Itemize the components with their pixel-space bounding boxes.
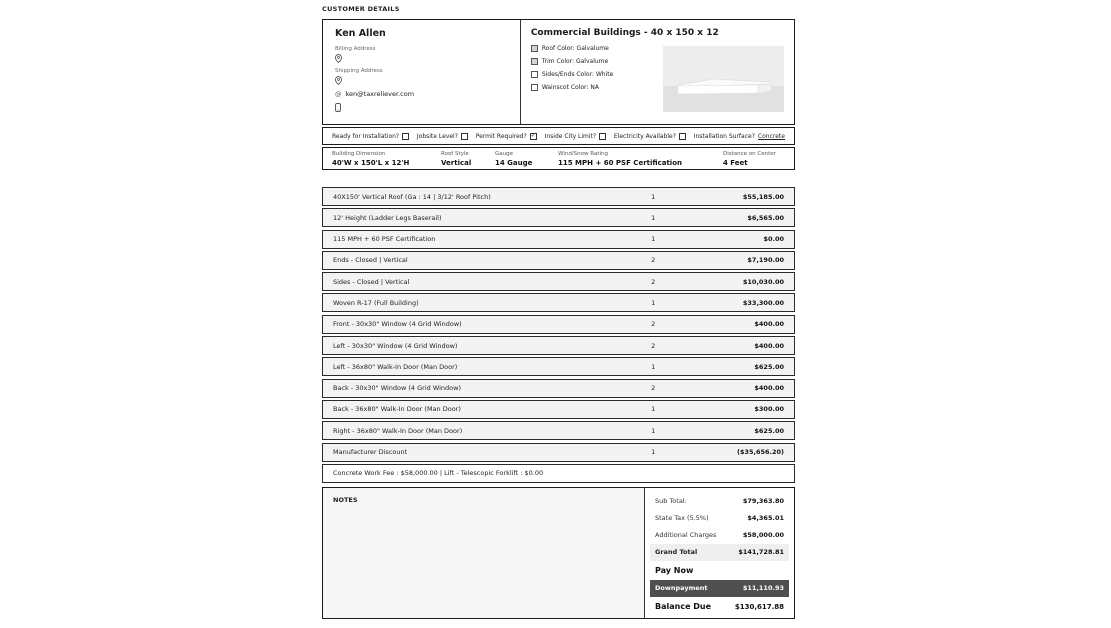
item-amount: ($35,656.20) bbox=[736, 448, 784, 457]
ready-for-installation-checkbox[interactable] bbox=[402, 133, 409, 140]
item-quantity: 2 bbox=[651, 341, 656, 350]
installation-surface-answer[interactable]: Concrete bbox=[757, 132, 785, 140]
question-installation-surface: Installation Surface? Concrete bbox=[693, 132, 785, 140]
item-amount: $625.00 bbox=[754, 362, 784, 371]
building-panel bbox=[521, 20, 794, 124]
inside-city-limit-checkbox[interactable] bbox=[599, 133, 606, 140]
item-description: Left - 36x80" Walk-In Door (Man Door) bbox=[333, 362, 458, 371]
phone-icon bbox=[335, 103, 341, 112]
building-specs-row bbox=[322, 147, 795, 170]
permit-required-checkbox[interactable] bbox=[530, 133, 537, 140]
question-inside-city-limit: Inside City Limit? bbox=[545, 133, 607, 140]
checkmark: ✓ bbox=[530, 132, 536, 139]
customer-panel bbox=[323, 20, 521, 124]
item-description: Manufacturer Discount bbox=[333, 448, 408, 457]
item-description: Ends - Closed | Vertical bbox=[333, 256, 408, 265]
table-row bbox=[322, 187, 795, 206]
sides-color-checkbox[interactable] bbox=[531, 71, 538, 78]
item-description: 40X150' Vertical Roof (Ga : 14 | 3/12' Roof Pitch) bbox=[333, 192, 491, 201]
item-quantity: 1 bbox=[651, 448, 656, 457]
table-row bbox=[322, 208, 795, 227]
item-quantity: 1 bbox=[651, 298, 656, 307]
item-amount: $300.00 bbox=[754, 405, 784, 414]
item-description: Sides - Closed | Vertical bbox=[333, 277, 410, 286]
item-quantity: 1 bbox=[651, 192, 656, 201]
totals-panel bbox=[645, 488, 794, 618]
balance-due-row: Balance Due $130,617.88 bbox=[655, 602, 784, 612]
subtotal-row: Sub Total: $79,363.80 bbox=[655, 497, 784, 506]
item-quantity: 2 bbox=[651, 320, 656, 329]
color-option-sides: Sides/Ends Color: White bbox=[531, 71, 663, 78]
customer-name: Ken Allen bbox=[335, 28, 386, 39]
item-description: 115 MPH + 60 PSF Certification bbox=[333, 235, 436, 244]
table-row bbox=[322, 421, 795, 440]
question-electricity-available: Electricity Available? bbox=[614, 133, 686, 140]
customer-details-box bbox=[322, 19, 795, 125]
table-row bbox=[322, 315, 795, 334]
item-quantity: 1 bbox=[651, 405, 656, 414]
electricity-available-checkbox[interactable] bbox=[679, 133, 686, 140]
line-items-table bbox=[322, 187, 795, 483]
table-row bbox=[322, 230, 795, 249]
roof-color-checkbox[interactable] bbox=[531, 45, 538, 52]
item-description: Back - 30x30" Window (4 Grid Window) bbox=[333, 384, 462, 393]
email-icon: @ bbox=[335, 90, 342, 98]
notes-label: NOTES bbox=[333, 495, 358, 504]
item-amount: $10,030.00 bbox=[742, 277, 784, 286]
item-amount: $33,300.00 bbox=[742, 298, 784, 307]
table-row bbox=[322, 293, 795, 312]
trim-color-checkbox[interactable] bbox=[531, 58, 538, 65]
shipping-address-label: Shipping Address bbox=[335, 68, 383, 74]
location-pin-icon bbox=[335, 76, 342, 85]
item-quantity: 2 bbox=[651, 256, 656, 265]
item-quantity: 2 bbox=[651, 384, 656, 393]
notes-totals-box bbox=[322, 487, 795, 619]
item-amount: $55,185.00 bbox=[742, 192, 784, 201]
table-row bbox=[322, 357, 795, 376]
item-quantity: 1 bbox=[651, 213, 656, 222]
questions-row bbox=[322, 127, 795, 145]
pay-now-heading: Pay Now bbox=[655, 565, 694, 575]
color-option-roof: Roof Color: Galvalume bbox=[531, 45, 663, 52]
state-tax-row: State Tax (5.5%) $4,365.01 bbox=[655, 514, 784, 523]
quote-document bbox=[322, 0, 795, 619]
jobsite-level-checkbox[interactable] bbox=[461, 133, 468, 140]
item-amount: $0.00 bbox=[763, 235, 784, 244]
customer-email: ken@taxreliever.com bbox=[345, 90, 415, 98]
item-description: Right - 36x80" Walk-In Door (Man Door) bbox=[333, 426, 463, 435]
item-description: Woven R-17 (Full Building) bbox=[333, 298, 419, 307]
question-permit-required: Permit Required? ✓ bbox=[475, 132, 536, 140]
spec-gauge: Gauge 14 Gauge bbox=[495, 151, 533, 167]
item-quantity: 2 bbox=[651, 277, 656, 286]
table-row bbox=[322, 400, 795, 419]
item-description: 12' Height (Ladder Legs Baserail) bbox=[333, 213, 442, 222]
table-row bbox=[322, 379, 795, 398]
additional-fees-note: Concrete Work Fee : $58,000.00 | Lift - Telescopic Forklift : $0.00 bbox=[322, 464, 795, 483]
question-jobsite-level: Jobsite Level? bbox=[417, 133, 468, 140]
item-amount: $7,190.00 bbox=[747, 256, 784, 265]
table-row bbox=[322, 336, 795, 355]
item-amount: $400.00 bbox=[754, 341, 784, 350]
grand-total-row: Grand Total $141,728.81 bbox=[650, 544, 789, 561]
table-row bbox=[322, 272, 795, 291]
table-row bbox=[322, 251, 795, 270]
building-title: Commercial Buildings - 40 x 150 x 12 bbox=[530, 28, 719, 38]
table-row bbox=[322, 443, 795, 462]
location-pin-icon bbox=[335, 54, 342, 63]
item-quantity: 1 bbox=[651, 426, 656, 435]
item-description: Front - 30x30" Window (4 Grid Window) bbox=[333, 320, 462, 329]
color-option-trim: Trim Color: Galvalume bbox=[531, 58, 663, 65]
notes-area bbox=[323, 488, 645, 618]
item-amount: $400.00 bbox=[754, 384, 784, 393]
color-option-wainscot: Wainscot Color: NA bbox=[531, 84, 663, 91]
item-description: Back - 36x80" Walk-In Door (Man Door) bbox=[333, 405, 461, 414]
item-amount: $6,565.00 bbox=[747, 213, 784, 222]
spec-distance-on-center: Distance on Center 4 Feet bbox=[723, 151, 776, 167]
item-quantity: 1 bbox=[651, 362, 656, 371]
wainscot-color-checkbox[interactable] bbox=[531, 84, 538, 91]
item-description: Left - 30x30" Window (4 Grid Window) bbox=[333, 341, 458, 350]
question-ready-for-installation: Ready for Installation? bbox=[332, 133, 409, 140]
spec-wind-snow-rating: Wind/Snow Rating 115 MPH + 60 PSF Certification bbox=[558, 151, 682, 167]
spec-building-dimension: Building Dimension 40'W x 150'L x 12'H bbox=[332, 151, 410, 167]
billing-address-label: Billing Address bbox=[335, 46, 376, 52]
additional-charges-row: Additional Charges $58,000.00 bbox=[655, 531, 784, 540]
item-quantity: 1 bbox=[651, 235, 656, 244]
section-title: CUSTOMER DETAILS bbox=[322, 5, 400, 13]
item-amount: $400.00 bbox=[754, 320, 784, 329]
building-render-image bbox=[663, 46, 784, 112]
spec-roof-style: Roof Style Vertical bbox=[441, 151, 472, 167]
downpayment-row: Downpayment $11,110.93 bbox=[650, 580, 789, 597]
item-amount: $625.00 bbox=[754, 426, 784, 435]
